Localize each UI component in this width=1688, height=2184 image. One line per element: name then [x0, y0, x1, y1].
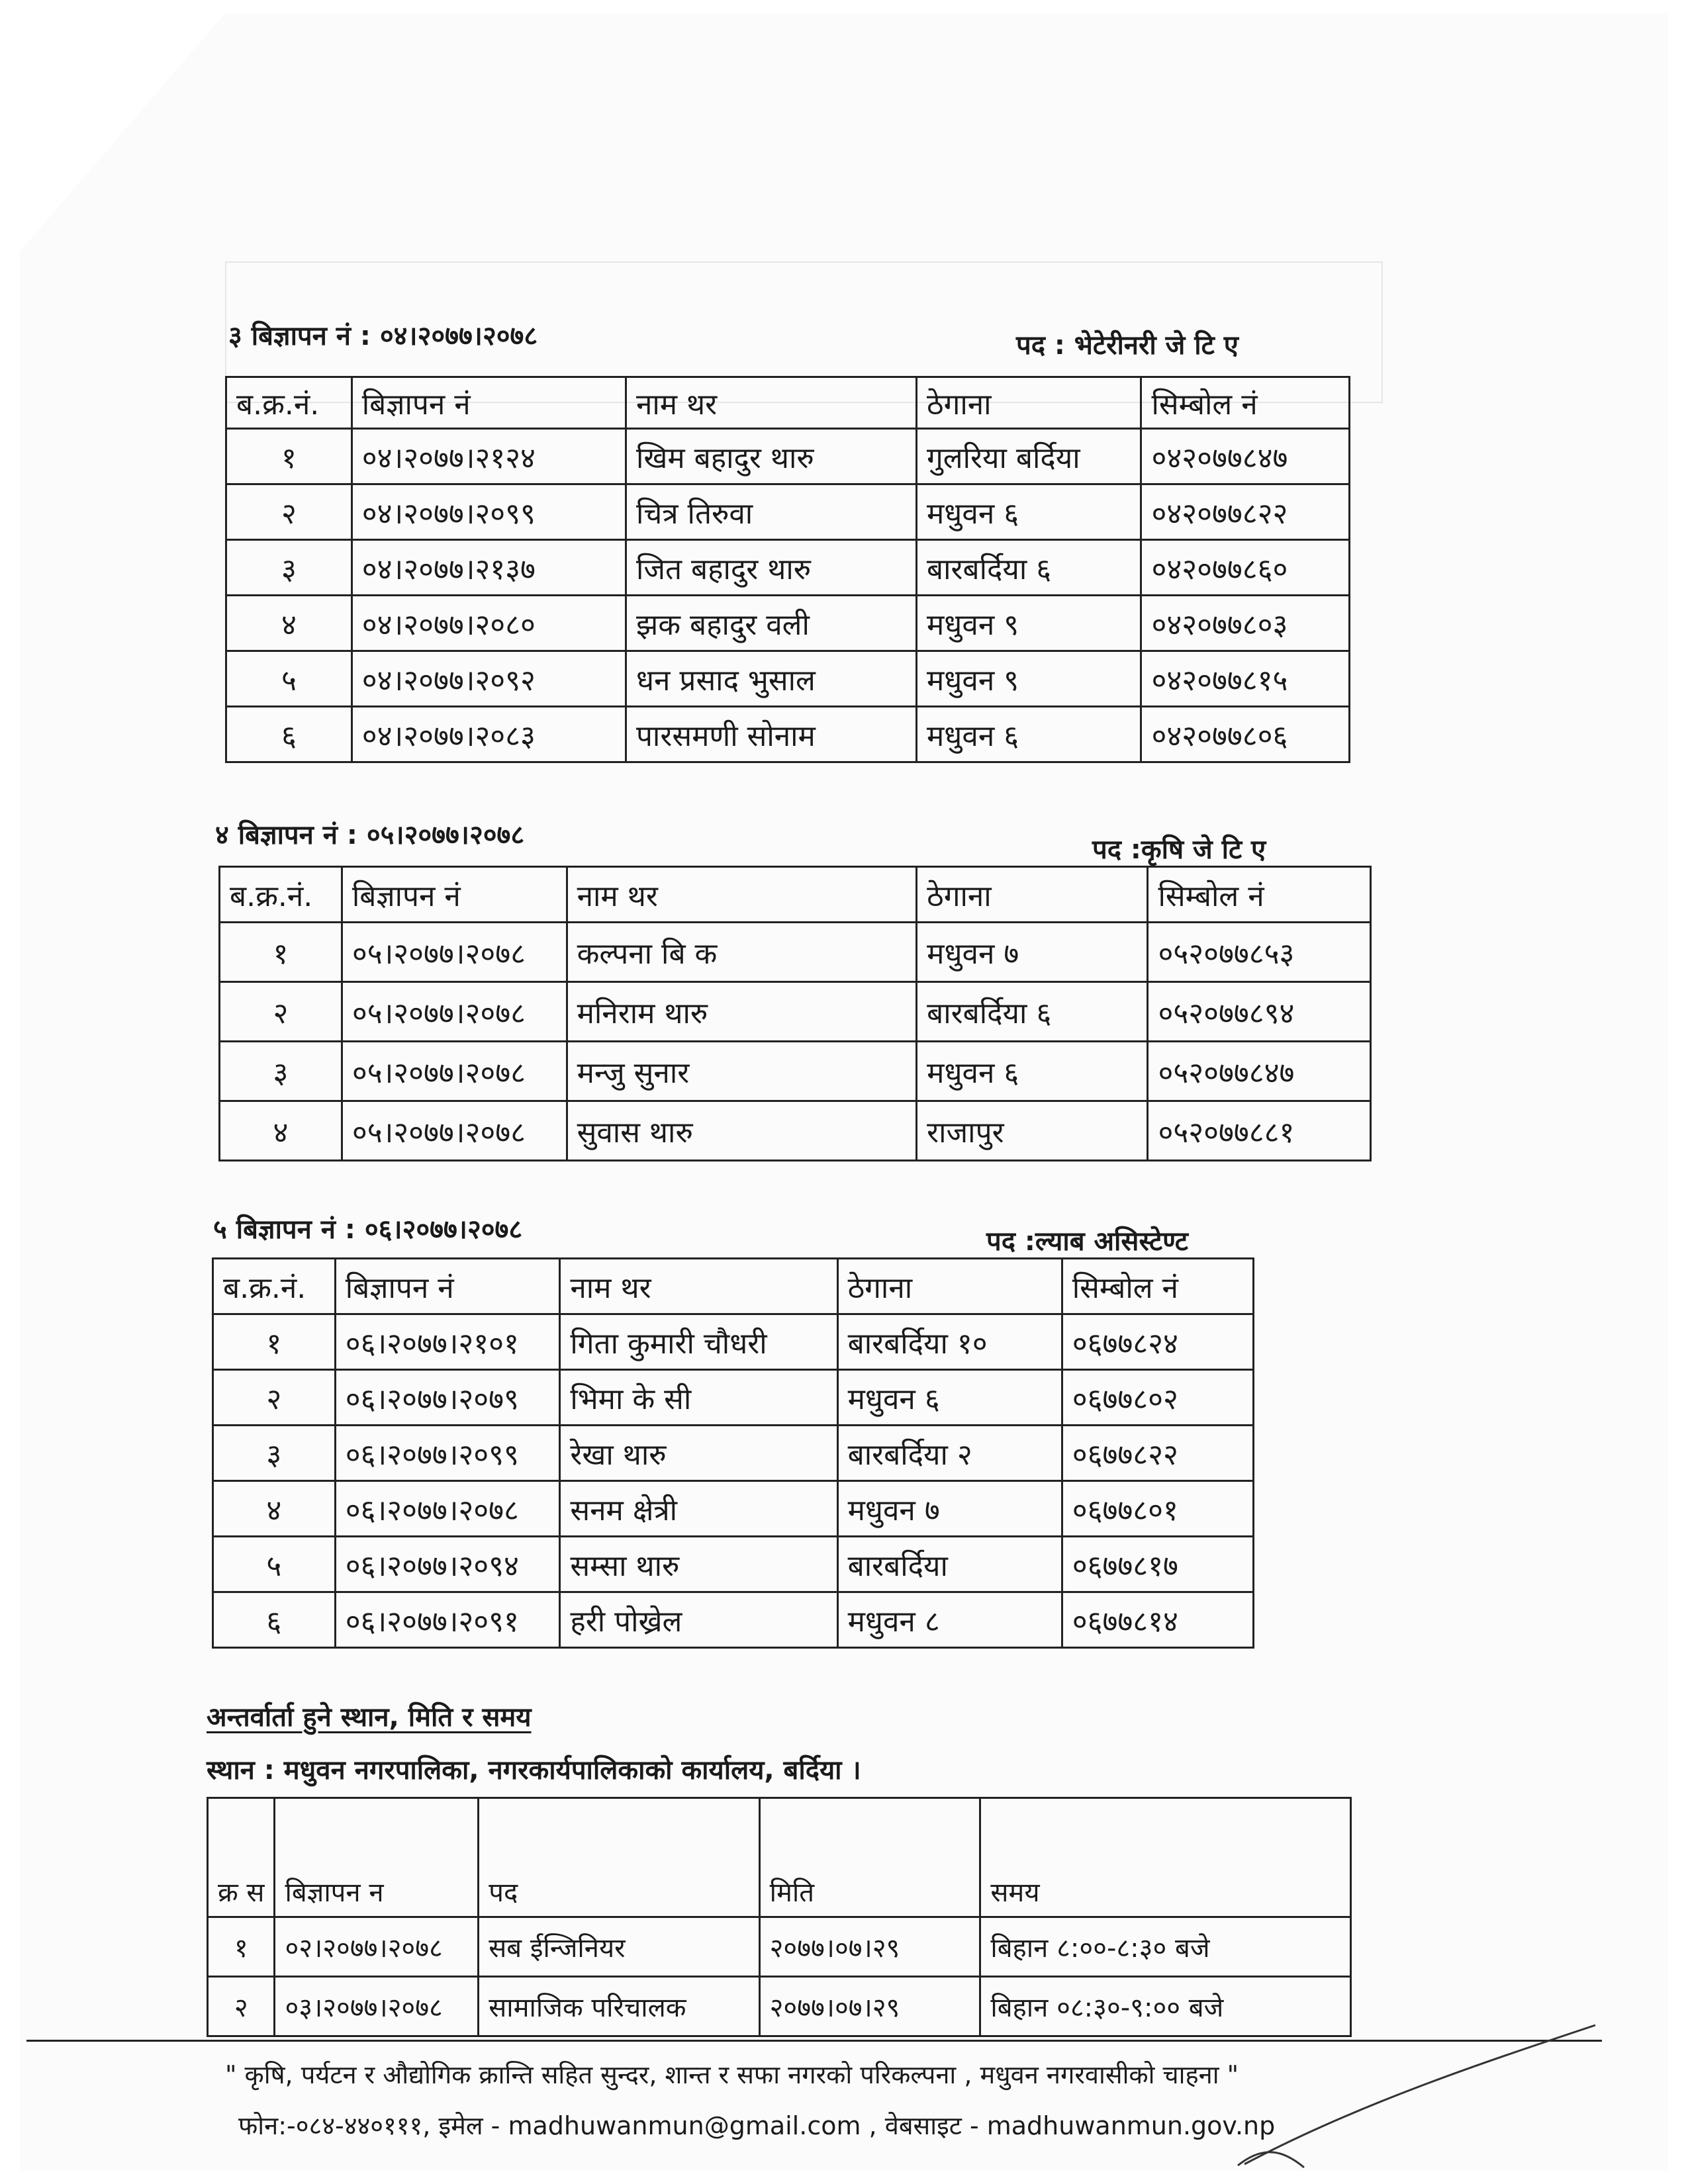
table-row	[226, 429, 1350, 484]
table-cell: २	[208, 1977, 275, 2036]
interview-location: स्थान : मधुवन नगरपालिका, नगरकार्यपालिकाको कार्यालय, बर्दिया ।	[207, 1755, 861, 1786]
table-row	[226, 707, 1350, 762]
interview-table	[207, 1797, 1352, 2037]
table-cell: रेखा थारु	[560, 1426, 837, 1481]
table-row	[220, 982, 1371, 1042]
table-header-row	[226, 377, 1350, 429]
table-row	[213, 1592, 1254, 1648]
section-5-table	[212, 1257, 1254, 1649]
table-cell: मधुवन ६	[917, 1042, 1148, 1101]
table-cell: ०४।२०७७।२१२४	[352, 429, 626, 484]
table-cell: ०४।२०७७।२०८३	[352, 707, 626, 762]
table-cell: सामाजिक परिचालक	[479, 1977, 759, 2036]
table-cell: मधुवन ८	[837, 1592, 1062, 1648]
table-header-row	[208, 1798, 1351, 1917]
table-cell: मधुवन ६	[837, 1370, 1062, 1426]
table-row	[208, 1977, 1351, 2036]
section-4-post: पद :कृषि जे टि ए	[1092, 835, 1266, 865]
table-cell: मधुवन ९	[917, 651, 1141, 707]
table-cell: मधुवन ६	[917, 484, 1141, 540]
table-cell: ६	[213, 1592, 336, 1648]
table-cell: बिहान ०८:३०-९:०० बजे	[980, 1977, 1351, 2036]
table-row	[208, 1917, 1351, 1977]
column-header: नाम थर	[560, 1259, 837, 1314]
section-5-heading: ५ बिज्ञापन नं : ०६।२०७७।२०७८	[213, 1214, 523, 1245]
table-cell: ३	[213, 1426, 336, 1481]
signature-mark	[1225, 2012, 1622, 2171]
table-cell: २	[220, 982, 342, 1042]
table-cell: ०५।२०७७।२०७८	[342, 923, 567, 982]
table-header-row	[213, 1259, 1254, 1314]
column-header: नाम थर	[626, 377, 916, 429]
table-cell: ५	[213, 1537, 336, 1592]
column-header: ब.क्र.नं.	[213, 1259, 336, 1314]
table-row	[213, 1537, 1254, 1592]
table-row	[213, 1314, 1254, 1370]
table-cell: ०६।२०७७।२१०१	[335, 1314, 560, 1370]
table-cell: धन प्रसाद भुसाल	[626, 651, 916, 707]
table-cell: ०६।२०७७।२०९४	[335, 1537, 560, 1592]
column-header: सिम्बोल नं	[1141, 377, 1350, 429]
column-header: बिज्ञापन नं	[335, 1259, 560, 1314]
table-cell: ०६७७८२४	[1062, 1314, 1253, 1370]
table-cell: बारबर्दिया २	[837, 1426, 1062, 1481]
table-cell: २०७७।०७।२९	[759, 1917, 980, 1977]
column-header: पद	[479, 1798, 759, 1917]
table-cell: ०६।२०७७।२०७९	[335, 1370, 560, 1426]
table-cell: ०४२०७७८४७	[1141, 429, 1350, 484]
section-5-post: पद :ल्याब असिस्टेण्ट	[986, 1226, 1188, 1257]
table-cell: ६	[226, 707, 352, 762]
table-cell: ०६७७८२२	[1062, 1426, 1253, 1481]
table-cell: झक बहादुर वली	[626, 596, 916, 651]
column-header: ब.क्र.नं.	[220, 867, 342, 923]
table-header-row	[220, 867, 1371, 923]
column-header: सिम्बोल नं	[1148, 867, 1371, 923]
table-cell: हरी पोख्रेल	[560, 1592, 837, 1648]
table-cell: बिहान ८:००-८:३० बजे	[980, 1917, 1351, 1977]
table-cell: ०६७७८१७	[1062, 1537, 1253, 1592]
table-cell: मनिराम थारु	[567, 982, 917, 1042]
table-cell: २	[213, 1370, 336, 1426]
interview-heading: अन्तर्वार्ता हुने स्थान, मिति र समय	[207, 1702, 532, 1733]
section-3-post: पद : भेटेरीनरी जे टि ए	[1016, 330, 1239, 361]
table-cell: ०५२०७७८९४	[1148, 982, 1371, 1042]
table-cell: खिम बहादुर थारु	[626, 429, 916, 484]
table-cell: ०६७७८०१	[1062, 1481, 1253, 1537]
table-cell: ०४२०७७८२२	[1141, 484, 1350, 540]
table-cell: भिमा के सी	[560, 1370, 837, 1426]
table-cell: ०५।२०७७।२०७८	[342, 982, 567, 1042]
table-cell: मधुवन ९	[917, 596, 1141, 651]
table-cell: बारबर्दिया ६	[917, 540, 1141, 596]
table-cell: ०५।२०७७।२०७८	[342, 1042, 567, 1101]
table-row	[220, 923, 1371, 982]
table-cell: ०५२०७७८५३	[1148, 923, 1371, 982]
table-cell: सम्सा थारु	[560, 1537, 837, 1592]
table-cell: ०६।२०७७।२०७८	[335, 1481, 560, 1537]
table-row	[226, 596, 1350, 651]
table-cell: बारबर्दिया ६	[917, 982, 1148, 1042]
table-cell: ४	[220, 1101, 342, 1161]
table-row	[220, 1042, 1371, 1101]
table-cell: ०४।२०७७।२०९९	[352, 484, 626, 540]
table-cell: ०४२०७७८०३	[1141, 596, 1350, 651]
table-cell: पारसमणी सोनाम	[626, 707, 916, 762]
table-cell: ०६।२०७७।२०९९	[335, 1426, 560, 1481]
table-row	[213, 1481, 1254, 1537]
section-3-table	[225, 376, 1350, 763]
table-cell: ०६।२०७७।२०९१	[335, 1592, 560, 1648]
table-cell: चित्र तिरुवा	[626, 484, 916, 540]
column-header: समय	[980, 1798, 1351, 1917]
column-header: ठेगाना	[917, 377, 1141, 429]
table-row	[226, 651, 1350, 707]
table-cell: ०५२०७७८४७	[1148, 1042, 1371, 1101]
column-header: बिज्ञापन न	[275, 1798, 479, 1917]
table-row	[213, 1370, 1254, 1426]
table-cell: राजापुर	[917, 1101, 1148, 1161]
table-cell: सब ईन्जिनियर	[479, 1917, 759, 1977]
table-row	[226, 484, 1350, 540]
table-cell: मधुवन ७	[917, 923, 1148, 982]
column-header: ठेगाना	[837, 1259, 1062, 1314]
table-cell: २	[226, 484, 352, 540]
section-4-heading: ४ बिज्ञापन नं : ०५।२०७७।२०७८	[215, 820, 525, 850]
table-cell: मधुवन ६	[917, 707, 1141, 762]
table-cell: कल्पना बि क	[567, 923, 917, 982]
column-header: सिम्बोल नं	[1062, 1259, 1253, 1314]
table-cell: मधुवन ७	[837, 1481, 1062, 1537]
table-cell: १	[220, 923, 342, 982]
table-cell: ०४२०७७८१५	[1141, 651, 1350, 707]
table-row	[226, 540, 1350, 596]
column-header: बिज्ञापन नं	[352, 377, 626, 429]
column-header: ब.क्र.नं.	[226, 377, 352, 429]
table-cell: ०४।२०७७।२०८०	[352, 596, 626, 651]
table-cell: जित बहादुर थारु	[626, 540, 916, 596]
table-cell: बारबर्दिया	[837, 1537, 1062, 1592]
table-cell: १	[213, 1314, 336, 1370]
column-header: क्र स	[208, 1798, 275, 1917]
footer-slogan: " कृषि, पर्यटन र औद्योगिक क्रान्ति सहित सुन्दर, शान्त र सफा नगरको परिकल्पना , मधुवन नगरवासीको चाहना "	[225, 2060, 1239, 2089]
table-cell: ३	[220, 1042, 342, 1101]
table-cell: ०३।२०७७।२०७८	[275, 1977, 479, 2036]
table-cell: ४	[213, 1481, 336, 1537]
footer-contact: फोन:-०८४-४४०१११, इमेल - madhuwanmun@gmail.com , वेबसाइट - madhuwanmun.gov.np	[238, 2111, 1276, 2140]
table-cell: ०५२०७७८८१	[1148, 1101, 1371, 1161]
table-cell: ०४।२०७७।२१३७	[352, 540, 626, 596]
table-cell: १	[226, 429, 352, 484]
table-cell: ४	[226, 596, 352, 651]
table-cell: ०५।२०७७।२०७८	[342, 1101, 567, 1161]
table-row	[220, 1101, 1371, 1161]
table-cell: बारबर्दिया १०	[837, 1314, 1062, 1370]
column-header: नाम थर	[567, 867, 917, 923]
table-cell: ०४।२०७७।२०९२	[352, 651, 626, 707]
table-cell: सुवास थारु	[567, 1101, 917, 1161]
table-cell: ५	[226, 651, 352, 707]
section-3-heading: ३ बिज्ञापन नं : ०४।२०७७।२०७८	[228, 321, 538, 351]
table-row	[213, 1426, 1254, 1481]
table-cell: सनम क्षेत्री	[560, 1481, 837, 1537]
column-header: ठेगाना	[917, 867, 1148, 923]
table-cell: ०६७७८१४	[1062, 1592, 1253, 1648]
table-cell: १	[208, 1917, 275, 1977]
table-cell: ३	[226, 540, 352, 596]
section-4-table	[218, 866, 1372, 1161]
table-cell: गिता कुमारी चौधरी	[560, 1314, 837, 1370]
table-cell: ०६७७८०२	[1062, 1370, 1253, 1426]
table-cell: गुलरिया बर्दिया	[917, 429, 1141, 484]
table-cell: ०२।२०७७।२०७८	[275, 1917, 479, 1977]
table-cell: मन्जु सुनार	[567, 1042, 917, 1101]
table-cell: ०४२०७७८६०	[1141, 540, 1350, 596]
column-header: मिति	[759, 1798, 980, 1917]
table-cell: ०४२०७७८०६	[1141, 707, 1350, 762]
table-cell: २०७७।०७।२९	[759, 1977, 980, 2036]
column-header: बिज्ञापन नं	[342, 867, 567, 923]
